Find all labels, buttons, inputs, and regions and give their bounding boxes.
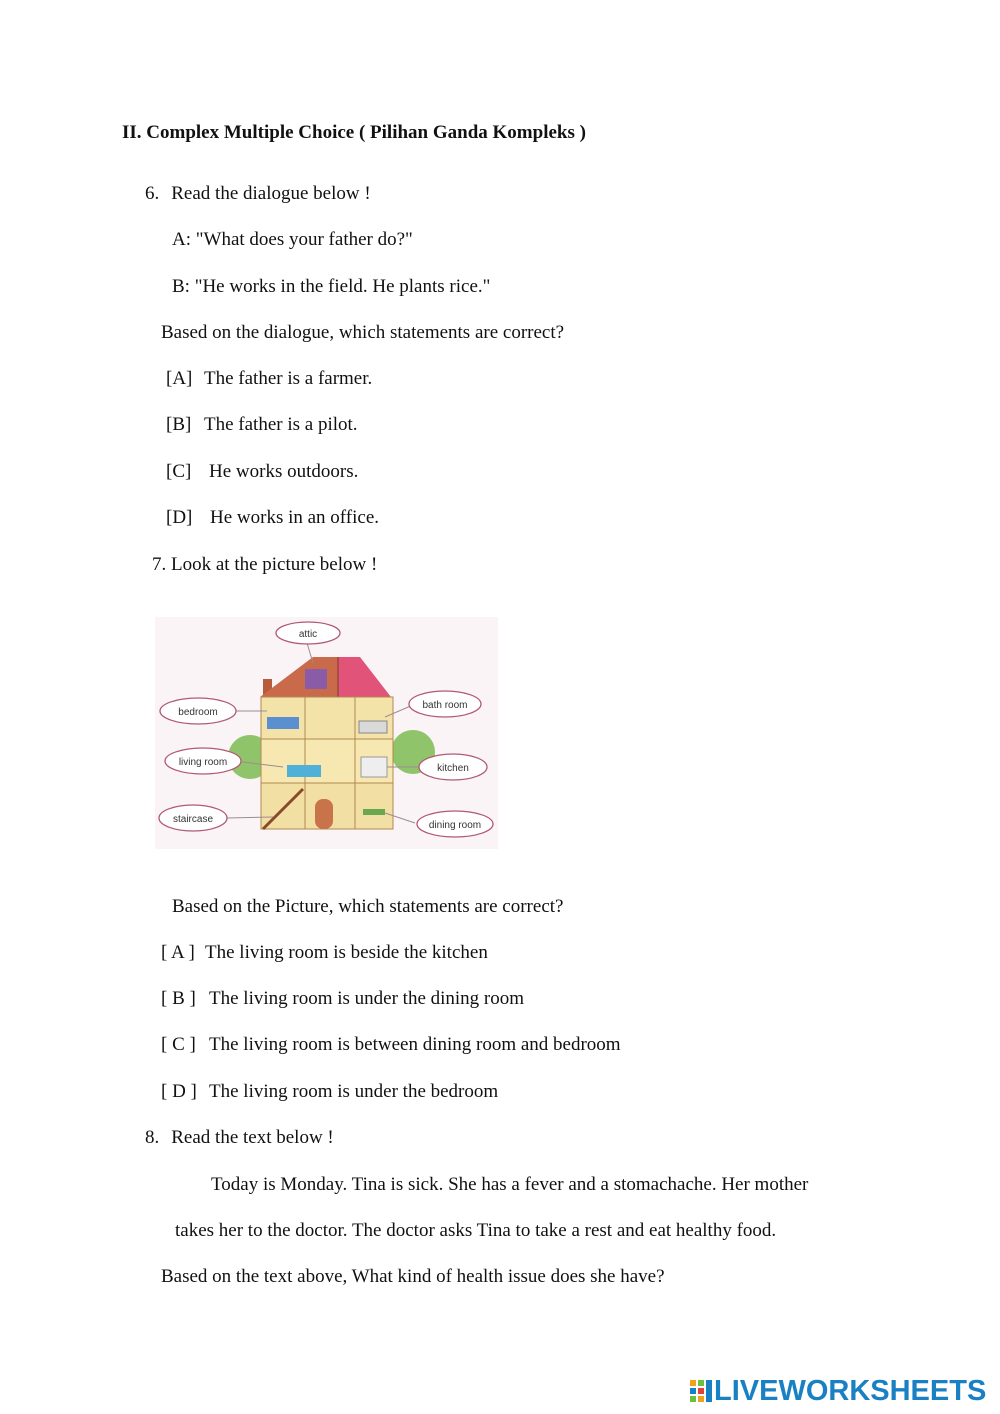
q6-option-b-text: The father is a pilot. bbox=[204, 414, 358, 435]
label-kitchen: kitchen bbox=[437, 763, 469, 774]
bathtub-icon bbox=[359, 721, 387, 733]
q7-option-b[interactable] bbox=[161, 988, 524, 1010]
q7-option-b-letter: [ B ] bbox=[161, 988, 196, 1009]
q6-option-c[interactable] bbox=[166, 461, 358, 483]
q6-option-c-letter: [C] bbox=[166, 461, 192, 482]
logo-mark-icon bbox=[690, 1380, 712, 1402]
q6-number: 6. bbox=[145, 183, 160, 204]
q6-option-c-text: He works outdoors. bbox=[209, 461, 359, 482]
q7-option-a[interactable] bbox=[161, 942, 488, 964]
sofa-icon bbox=[287, 765, 321, 777]
q6-option-a[interactable] bbox=[166, 368, 372, 390]
q7-option-d[interactable] bbox=[161, 1081, 498, 1103]
q8-number: 8. bbox=[145, 1127, 160, 1148]
stove-icon bbox=[361, 757, 387, 777]
label-attic: attic bbox=[298, 629, 318, 640]
door-icon bbox=[315, 799, 333, 829]
q7-option-c[interactable] bbox=[161, 1034, 621, 1056]
q7-option-d-letter: [ D ] bbox=[161, 1081, 197, 1102]
q6-option-a-letter: [A] bbox=[166, 368, 193, 389]
q7-option-a-letter: [ A ] bbox=[161, 942, 195, 963]
q6-option-a-text: The father is a farmer. bbox=[204, 368, 373, 389]
q8-question: Based on the text above, What kind of health issue does she have? bbox=[161, 1266, 665, 1287]
label-bath-room: bath room bbox=[422, 700, 468, 711]
q8-text-line1: Today is Monday. Tina is sick. She has a fever and a stomachache. Her mother bbox=[211, 1174, 809, 1195]
q7-option-a-text: The living room is beside the kitchen bbox=[205, 942, 488, 963]
section-heading: II. Complex Multiple Choice ( Pilihan Ganda Kompleks ) bbox=[122, 122, 586, 143]
q8-text-line2: takes her to the doctor. The doctor asks Tina to take a rest and eat healthy food. bbox=[175, 1220, 777, 1241]
attic-window-icon bbox=[305, 669, 327, 689]
q6-option-d-letter: [D] bbox=[166, 507, 193, 528]
bed-icon bbox=[267, 717, 299, 729]
liveworksheets-logo bbox=[690, 1374, 990, 1408]
q6-option-d-text: He works in an office. bbox=[210, 507, 380, 528]
house-picture bbox=[155, 617, 498, 849]
q6-dialogue-b: B: "He works in the field. He plants rice." bbox=[172, 276, 491, 297]
q7-option-b-text: The living room is under the dining room bbox=[209, 988, 525, 1009]
q7-option-c-letter: [ C ] bbox=[161, 1034, 196, 1055]
dining-table-icon bbox=[363, 809, 385, 815]
q8-instruction-line bbox=[145, 1127, 334, 1149]
roof-right-icon bbox=[338, 657, 391, 697]
house-illustration bbox=[155, 617, 498, 849]
q8-instruction: Read the text below ! bbox=[171, 1127, 334, 1148]
q7-question: Based on the Picture, which statements are correct? bbox=[172, 896, 564, 917]
label-dining-room: dining room bbox=[428, 820, 482, 831]
q7-option-d-text: The living room is under the bedroom bbox=[209, 1081, 499, 1102]
label-bedroom: bedroom bbox=[178, 707, 218, 718]
label-staircase: staircase bbox=[172, 814, 214, 825]
q6-question: Based on the dialogue, which statements are correct? bbox=[161, 322, 565, 343]
q6-option-d[interactable] bbox=[166, 507, 379, 529]
q7-option-c-text: The living room is between dining room and bedroom bbox=[209, 1034, 621, 1055]
q6-option-b[interactable] bbox=[166, 414, 358, 436]
q6-dialogue-a: A: "What does your father do?" bbox=[172, 229, 413, 250]
label-living-room: living room bbox=[178, 757, 228, 768]
q6-instruction: Read the dialogue below ! bbox=[171, 183, 371, 204]
q6-instruction-line bbox=[145, 183, 371, 205]
q6-option-b-letter: [B] bbox=[166, 414, 192, 435]
logo-text: LIVEWORKSHEETS bbox=[714, 1375, 987, 1407]
q7-instruction: 7. Look at the picture below ! bbox=[152, 554, 378, 575]
